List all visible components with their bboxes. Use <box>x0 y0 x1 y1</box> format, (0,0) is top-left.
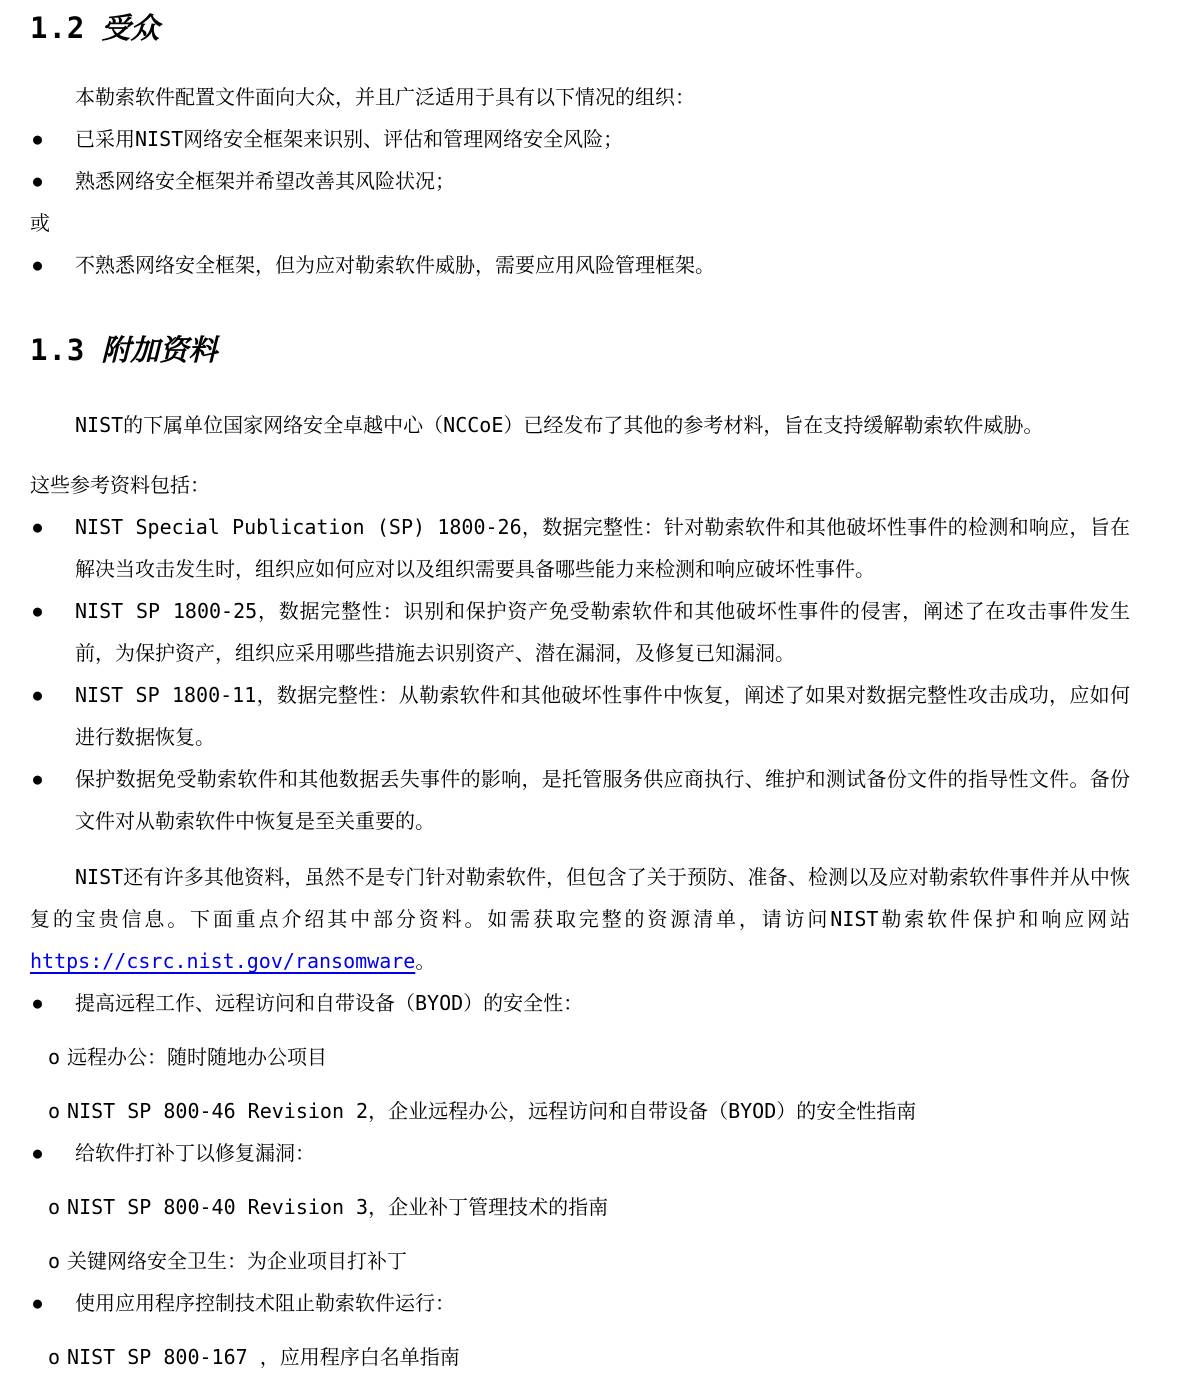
sub-reference-text: NIST SP 800-46 Revision 2，企业远程办公，远程访问和自带设备（BYOD）的安全性指南 <box>67 1099 917 1123</box>
sub-reference-text: 远程办公：随时随地办公项目 <box>67 1045 328 1069</box>
sub-reference-item <box>30 1036 1130 1078</box>
section-number: 1.2 <box>30 11 86 45</box>
bullet-text: 不熟悉网络安全框架，但为应对勒索软件威胁，需要应用风险管理框架。 <box>75 253 715 277</box>
bullet-icon: ● <box>33 994 43 1012</box>
sub-reference-item <box>30 1336 1130 1378</box>
bullet-icon: ● <box>33 256 43 274</box>
bullet-icon: ● <box>33 770 43 788</box>
sub-reference-text: 关键网络安全卫生：为企业项目打补丁 <box>67 1249 408 1273</box>
audience-bullet-item <box>30 160 1130 202</box>
bullet-icon: ● <box>33 1294 43 1312</box>
section-title: 受众 <box>101 11 160 45</box>
reference-text: NIST SP 1800-11，数据完整性：从勒索软件和其他破坏性事件中恢复，阐述了如果对数据完整性攻击成功，应如何进行数据恢复。 <box>75 683 1130 749</box>
topic-item <box>30 982 1130 1024</box>
bullet-icon: ● <box>33 172 43 190</box>
reference-text: NIST SP 1800-25，数据完整性：识别和保护资产免受勒索软件和其他破坏性事件的侵害，阐述了在攻击事件发生前，为保护资产，组织应采用哪些措施去识别资产、潜在漏洞，及修复已知漏洞。 <box>75 599 1130 665</box>
bullet-text: 已采用NIST网络安全框架来识别、评估和管理网络安全风险； <box>75 127 624 151</box>
audience-intro-paragraph: 本勒索软件配置文件面向大众，并且广泛适用于具有以下情况的组织： <box>75 85 695 109</box>
bullet-icon: ● <box>33 518 43 536</box>
sub-reference-text: NIST SP 800-40 Revision 3，企业补丁管理技术的指南 <box>67 1195 609 1219</box>
resources-intro-paragraph: NIST的下属单位国家网络安全卓越中心（NCCoE）已经发布了其他的参考材料，旨在支持缓解勒索软件威胁。 <box>75 413 1044 437</box>
reference-item <box>30 758 1130 842</box>
bullet-icon: ● <box>33 686 43 704</box>
bullet-icon: ● <box>33 1144 43 1162</box>
ransomware-site-link[interactable]: https://csrc.nist.gov/ransomware <box>30 949 416 973</box>
audience-bullet-item <box>30 118 1130 160</box>
bullet-icon: ● <box>33 602 43 620</box>
sub-reference-item <box>30 1240 1130 1282</box>
topic-label: 提高远程工作、远程访问和自带设备（BYOD）的安全性： <box>75 991 584 1015</box>
resources-overview-paragraph <box>30 856 1130 982</box>
or-connector: 或 <box>30 211 50 235</box>
bullet-icon: ● <box>33 130 43 148</box>
circle-marker: o <box>48 1045 61 1069</box>
sub-reference-item <box>30 1090 1130 1132</box>
references-list-intro: 这些参考资料包括： <box>30 473 210 497</box>
overview-text-after-link: 。 <box>415 949 436 973</box>
overview-text-before-link: NIST还有许多其他资料，虽然不是专门针对勒索软件，但包含了关于预防、准备、检测以及应对勒索软件事件并从中恢复的宝贵信息。下面重点介绍其中部分资料。如需获取完整的资源清单，请访问NIST勒索软件保护和响应网站 <box>30 865 1130 931</box>
topic-item <box>30 1132 1130 1174</box>
topic-label: 给软件打补丁以修复漏洞： <box>75 1141 315 1165</box>
reference-text: 保护数据免受勒索软件和其他数据丢失事件的影响，是托管服务供应商执行、维护和测试备份文件的指导性文件。备份文件对从勒索软件中恢复是至关重要的。 <box>75 767 1130 833</box>
section-number: 1.3 <box>30 333 86 367</box>
section-heading-audience <box>30 8 1130 48</box>
reference-item <box>30 674 1130 758</box>
circle-marker: o <box>48 1249 61 1273</box>
topic-label: 使用应用程序控制技术阻止勒索软件运行： <box>75 1291 455 1315</box>
sub-reference-text: NIST SP 800-167 ，应用程序白名单指南 <box>67 1345 460 1369</box>
topic-item <box>30 1282 1130 1324</box>
bullet-text: 熟悉网络安全框架并希望改善其风险状况； <box>75 169 455 193</box>
circle-marker: o <box>48 1345 61 1369</box>
section-title: 附加资料 <box>101 333 218 367</box>
sub-reference-item <box>30 1186 1130 1228</box>
reference-item <box>30 506 1130 590</box>
reference-text: NIST Special Publication (SP) 1800-26，数据完整性：针对勒索软件和其他破坏性事件的检测和响应，旨在解决当攻击发生时，组织应如何应对以及组织需要具备哪些能力来检测和响应破坏性事件。 <box>75 515 1130 581</box>
section-heading-additional-resources <box>30 330 1130 370</box>
reference-item <box>30 590 1130 674</box>
circle-marker: o <box>48 1099 61 1123</box>
audience-bullet-item <box>30 244 1130 286</box>
circle-marker: o <box>48 1195 61 1219</box>
